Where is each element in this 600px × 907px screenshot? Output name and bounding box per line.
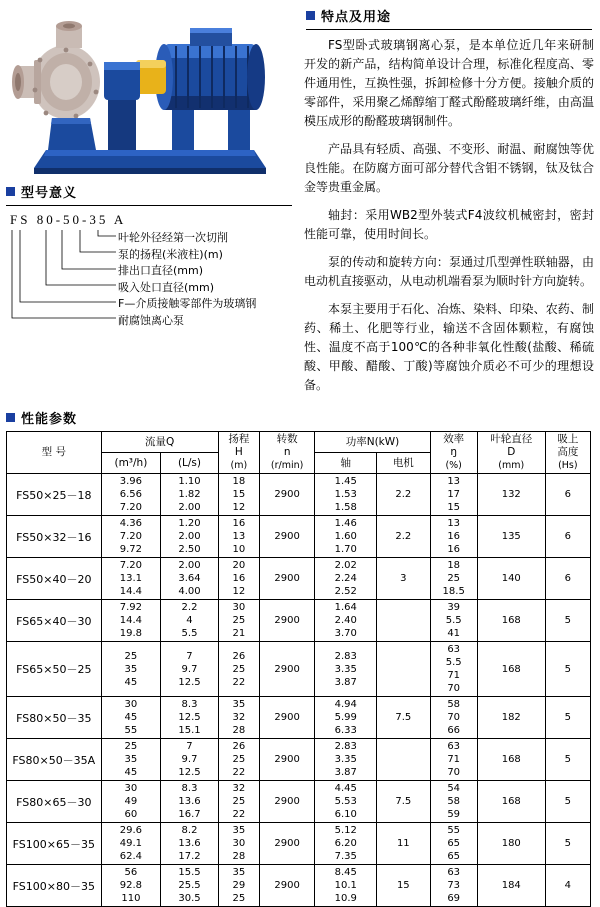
cell-efficiency: 54 58 59 bbox=[430, 781, 477, 823]
cell-model: FS50×25－18 bbox=[7, 474, 102, 516]
cell-impeller: 168 bbox=[477, 642, 545, 697]
cell-power-shaft: 2.02 2.24 2.52 bbox=[315, 558, 377, 600]
header-head bbox=[218, 432, 259, 474]
cell-flow-ls: 2.2 4 5.5 bbox=[161, 600, 219, 642]
cell-suction: 5 bbox=[545, 642, 590, 697]
header-suction bbox=[545, 432, 590, 474]
cell-impeller: 168 bbox=[477, 739, 545, 781]
cell-efficiency: 63 5.5 71 70 bbox=[430, 642, 477, 697]
model-label: 排出口直径(mm) bbox=[118, 264, 204, 277]
model-label: 泵的扬程(米液柱)(m) bbox=[118, 247, 223, 261]
header-eff-unit: (%) bbox=[445, 460, 462, 471]
divider-model bbox=[6, 205, 292, 206]
cell-impeller: 135 bbox=[477, 516, 545, 558]
cell-power-shaft: 5.12 6.20 7.35 bbox=[315, 823, 377, 865]
cell-model: FS50×40－20 bbox=[7, 558, 102, 600]
cell-power-motor: 2.2 bbox=[377, 474, 430, 516]
cell-model: FS80×50－35 bbox=[7, 697, 102, 739]
table-row bbox=[7, 865, 591, 907]
header-speed-label: 转数 bbox=[276, 433, 298, 445]
table-row bbox=[7, 697, 591, 739]
cell-suction: 6 bbox=[545, 516, 590, 558]
cell-speed: 2900 bbox=[259, 558, 315, 600]
cell-power-motor: 7.5 bbox=[377, 781, 430, 823]
header-speed bbox=[259, 432, 315, 474]
cell-flow-m3h: 7.20 13.1 14.4 bbox=[101, 558, 161, 600]
cell-flow-ls: 7 9.7 12.5 bbox=[161, 642, 219, 697]
cell-power-shaft: 1.45 1.53 1.58 bbox=[315, 474, 377, 516]
header-power: 功率N(kW) bbox=[315, 432, 430, 453]
table-row bbox=[7, 739, 591, 781]
cell-efficiency: 55 65 65 bbox=[430, 823, 477, 865]
cell-power-shaft: 2.83 3.35 3.87 bbox=[315, 739, 377, 781]
cell-model: FS100×65－35 bbox=[7, 823, 102, 865]
right-column bbox=[300, 0, 600, 404]
cell-head: 30 25 21 bbox=[218, 600, 259, 642]
header-model: 型 号 bbox=[7, 432, 102, 474]
table-row bbox=[7, 781, 591, 823]
cell-flow-ls: 7 9.7 12.5 bbox=[161, 739, 219, 781]
cell-efficiency: 13 16 16 bbox=[430, 516, 477, 558]
feature-paragraph: FS型卧式玻璃钢离心泵，是本单位近几年来研制开发的新产品，结构简单设计合理，标准化程度高、零件通用性，互换性强，拆卸检修十分方便。接触介质的零部件，采用聚乙烯醇缩丁醛式酚醛玻璃纤维，由高温模压成形的酚醛玻璃钢制件。 bbox=[304, 38, 594, 128]
header-speed-unit: (r/min) bbox=[270, 460, 304, 471]
cell-speed: 2900 bbox=[259, 739, 315, 781]
cell-impeller: 168 bbox=[477, 600, 545, 642]
header-suction-symbol: 高度 bbox=[557, 446, 579, 458]
header-power-motor: 电机 bbox=[377, 453, 430, 474]
section-title-features: 特点及用途 bbox=[321, 10, 392, 25]
cell-speed: 2900 bbox=[259, 642, 315, 697]
cell-efficiency: 18 25 18.5 bbox=[430, 558, 477, 600]
header-impeller bbox=[477, 432, 545, 474]
cell-head: 18 15 12 bbox=[218, 474, 259, 516]
spec-table-wrapper bbox=[6, 431, 594, 907]
cell-impeller: 180 bbox=[477, 823, 545, 865]
cell-head: 35 30 28 bbox=[218, 823, 259, 865]
cell-power-shaft: 4.94 5.99 6.33 bbox=[315, 697, 377, 739]
cell-efficiency: 13 17 15 bbox=[430, 474, 477, 516]
section-heading-features bbox=[306, 6, 600, 25]
cell-power-shaft: 2.83 3.35 3.87 bbox=[315, 642, 377, 697]
header-efficiency bbox=[430, 432, 477, 474]
header-suction-label: 吸上 bbox=[557, 433, 579, 445]
cell-flow-m3h: 56 92.8 110 bbox=[101, 865, 161, 907]
cell-flow-m3h: 4.36 7.20 9.72 bbox=[101, 516, 161, 558]
model-label: 吸入处口直径(mm) bbox=[118, 280, 215, 294]
cell-flow-m3h: 29.6 49.1 62.4 bbox=[101, 823, 161, 865]
cell-flow-m3h: 25 35 45 bbox=[101, 642, 161, 697]
cell-impeller: 140 bbox=[477, 558, 545, 600]
model-label: 耐腐蚀离心泵 bbox=[118, 313, 184, 327]
section-title-params: 性能参数 bbox=[21, 412, 78, 427]
cell-efficiency: 63 71 70 bbox=[430, 739, 477, 781]
model-label: 叶轮外径经第一次切削 bbox=[118, 231, 228, 244]
cell-efficiency: 63 73 69 bbox=[430, 865, 477, 907]
cell-power-shaft: 1.46 1.60 1.70 bbox=[315, 516, 377, 558]
cell-efficiency: 39 5.5 41 bbox=[430, 600, 477, 642]
header-flow-ls: (L/s) bbox=[161, 453, 219, 474]
header-eff-label: 效率 bbox=[443, 433, 465, 445]
cell-flow-ls: 15.5 25.5 30.5 bbox=[161, 865, 219, 907]
header-suction-unit: (Hs) bbox=[558, 460, 578, 471]
cell-suction: 5 bbox=[545, 739, 590, 781]
table-row bbox=[7, 823, 591, 865]
cell-power-motor: 2.2 bbox=[377, 516, 430, 558]
cell-impeller: 182 bbox=[477, 697, 545, 739]
cell-speed: 2900 bbox=[259, 781, 315, 823]
header-head-unit: (m) bbox=[230, 460, 248, 471]
header-speed-symbol: n bbox=[283, 446, 291, 458]
table-row bbox=[7, 516, 591, 558]
cell-speed: 2900 bbox=[259, 697, 315, 739]
cell-flow-m3h: 30 49 60 bbox=[101, 781, 161, 823]
cell-speed: 2900 bbox=[259, 865, 315, 907]
cell-speed: 2900 bbox=[259, 600, 315, 642]
section-title-model: 型号意义 bbox=[21, 186, 78, 201]
model-label-list bbox=[118, 230, 256, 329]
cell-flow-ls: 1.10 1.82 2.00 bbox=[161, 474, 219, 516]
cell-model: FS100×80－35 bbox=[7, 865, 102, 907]
top-area bbox=[0, 0, 600, 404]
feature-paragraph: 泵的传动和旋转方向：泵通过爪型弹性联轴器，由电动机直接驱动，从电动机端看泵为顺时针方向旋转。 bbox=[304, 255, 594, 288]
model-leader-lines-icon bbox=[6, 228, 118, 338]
cell-model: FS65×50－25 bbox=[7, 642, 102, 697]
bullet-square-icon bbox=[6, 187, 15, 196]
cell-suction: 5 bbox=[545, 823, 590, 865]
header-impeller-label: 叶轮直径 bbox=[490, 433, 533, 445]
section-heading-params bbox=[6, 408, 600, 427]
cell-flow-m3h: 7.92 14.4 19.8 bbox=[101, 600, 161, 642]
cell-power-shaft: 4.45 5.53 6.10 bbox=[315, 781, 377, 823]
cell-suction: 5 bbox=[545, 781, 590, 823]
table-row bbox=[7, 558, 591, 600]
cell-head: 26 25 22 bbox=[218, 642, 259, 697]
cell-head: 26 25 22 bbox=[218, 739, 259, 781]
header-power-shaft: 轴 bbox=[315, 453, 377, 474]
cell-power-motor: 15 bbox=[377, 865, 430, 907]
cell-suction: 4 bbox=[545, 865, 590, 907]
feature-paragraph: 本泵主要用于石化、冶炼、染料、印染、农药、制药、稀土、化肥等行业，输送不含固体颗粒，有腐蚀性、温度不高于100℃的各种非氧化性酸(盐酸、稀硫酸、甲酸、醋酸、丁酸)等腐蚀介质必不可少的理想设备。 bbox=[304, 302, 594, 392]
spec-table bbox=[6, 431, 591, 907]
cell-flow-ls: 1.20 2.00 2.50 bbox=[161, 516, 219, 558]
table-row bbox=[7, 642, 591, 697]
cell-speed: 2900 bbox=[259, 516, 315, 558]
left-column bbox=[0, 0, 300, 404]
cell-power-motor: 3 bbox=[377, 558, 430, 600]
section-heading-model-meaning bbox=[6, 182, 300, 201]
cell-model: FS50×32－16 bbox=[7, 516, 102, 558]
cell-flow-m3h: 30 45 55 bbox=[101, 697, 161, 739]
cell-efficiency: 58 70 66 bbox=[430, 697, 477, 739]
cell-power-motor: 11 bbox=[377, 823, 430, 865]
table-row bbox=[7, 600, 591, 642]
feature-paragraph: 产品具有轻质、高强、不变形、耐温、耐腐蚀等优良性能。在防腐方面可部分替代含钼不锈钢，钛及钛合金等贵重金属。 bbox=[304, 142, 594, 194]
cell-model: FS80×65－30 bbox=[7, 781, 102, 823]
cell-flow-ls: 2.00 3.64 4.00 bbox=[161, 558, 219, 600]
cell-speed: 2900 bbox=[259, 474, 315, 516]
bullet-square-icon bbox=[6, 413, 15, 422]
header-impeller-unit: (mm) bbox=[498, 460, 525, 471]
model-meaning-block bbox=[6, 212, 296, 332]
feature-paragraph: 轴封：采用WB2型外装式F4波纹机械密封，密封性能可靠，使用时间长。 bbox=[304, 208, 594, 241]
header-impeller-symbol: D bbox=[507, 446, 516, 458]
cell-head: 35 29 25 bbox=[218, 865, 259, 907]
cell-impeller: 132 bbox=[477, 474, 545, 516]
cell-flow-ls: 8.3 13.6 16.7 bbox=[161, 781, 219, 823]
header-flow: 流量Q bbox=[101, 432, 218, 453]
header-head-label: 扬程 bbox=[228, 433, 250, 445]
cell-head: 32 25 22 bbox=[218, 781, 259, 823]
cell-flow-m3h: 25 35 45 bbox=[101, 739, 161, 781]
header-eff-symbol: ŋ bbox=[450, 446, 458, 458]
header-flow-m3h: (m³/h) bbox=[101, 453, 161, 474]
cell-suction: 6 bbox=[545, 474, 590, 516]
cell-model: FS80×50－35A bbox=[7, 739, 102, 781]
cell-model: FS65×40－30 bbox=[7, 600, 102, 642]
cell-suction: 5 bbox=[545, 697, 590, 739]
bullet-square-icon bbox=[306, 11, 315, 20]
spec-table-body bbox=[7, 474, 591, 907]
cell-head: 16 13 10 bbox=[218, 516, 259, 558]
cell-head: 35 32 28 bbox=[218, 697, 259, 739]
cell-power-motor: 7.5 bbox=[377, 697, 430, 739]
model-code: FS 80-50-35 A bbox=[10, 212, 127, 227]
cell-impeller: 184 bbox=[477, 865, 545, 907]
cell-speed: 2900 bbox=[259, 823, 315, 865]
cell-flow-m3h: 3.96 6.56 7.20 bbox=[101, 474, 161, 516]
cell-impeller: 168 bbox=[477, 781, 545, 823]
cell-head: 20 16 12 bbox=[218, 558, 259, 600]
cell-power-shaft: 1.64 2.40 3.70 bbox=[315, 600, 377, 642]
cell-power-motor bbox=[377, 642, 430, 697]
cell-suction: 5 bbox=[545, 600, 590, 642]
table-header-row-1 bbox=[7, 432, 591, 453]
cell-flow-ls: 8.2 13.6 17.2 bbox=[161, 823, 219, 865]
cell-power-shaft: 8.45 10.1 10.9 bbox=[315, 865, 377, 907]
model-label: F—介质接触零部件为玻璃钢 bbox=[118, 297, 257, 310]
cell-flow-ls: 8.3 12.5 15.1 bbox=[161, 697, 219, 739]
cell-power-motor bbox=[377, 600, 430, 642]
pump-illustration bbox=[4, 0, 296, 182]
cell-suction: 6 bbox=[545, 558, 590, 600]
header-head-symbol: H bbox=[234, 446, 243, 458]
cell-power-motor bbox=[377, 739, 430, 781]
table-row bbox=[7, 474, 591, 516]
